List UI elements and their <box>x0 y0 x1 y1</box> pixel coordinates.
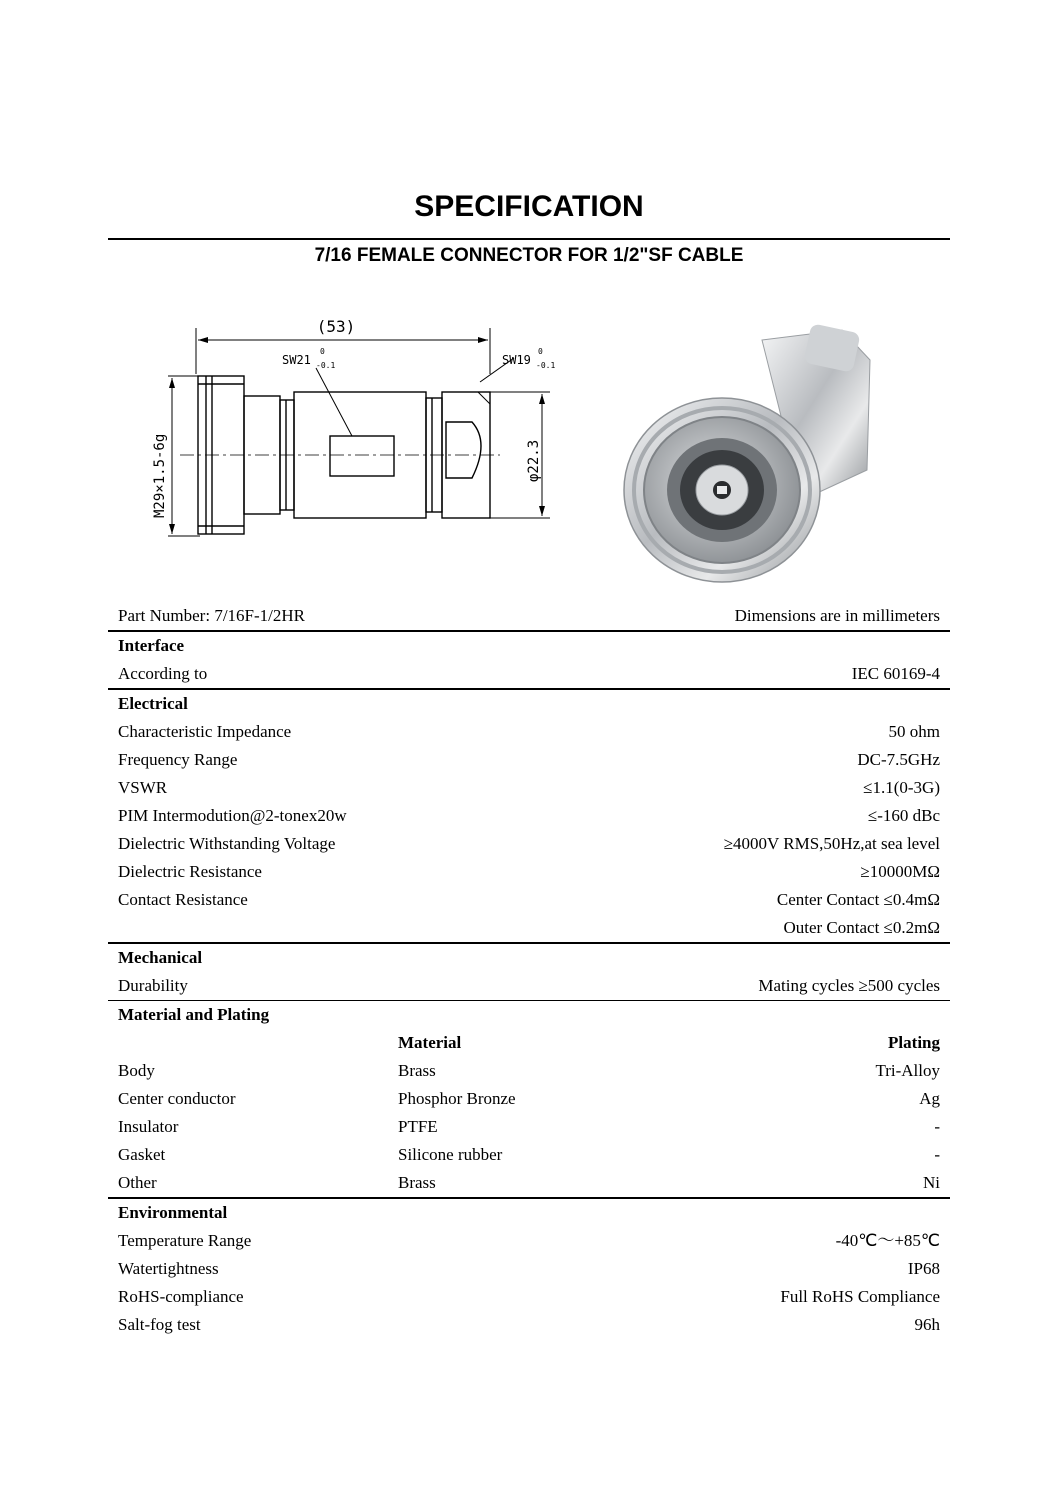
part-material: PTFE <box>398 1117 438 1136</box>
part-plating: - <box>934 1145 940 1164</box>
material-row <box>108 1113 950 1141</box>
sw21-tolerance-upper: 0 <box>320 347 325 356</box>
spec-value: ≥4000V RMS,50Hz,at sea level <box>723 834 940 853</box>
material-column-headers <box>108 1029 950 1057</box>
connector-dimension-drawing <box>140 312 570 552</box>
dimensions-note: Dimensions are in millimeters <box>734 606 940 625</box>
part-plating: Ni <box>923 1173 940 1192</box>
part-plating: Ag <box>919 1089 940 1108</box>
part-name: Other <box>118 1173 157 1192</box>
material-row <box>108 1141 950 1169</box>
material-row <box>108 1085 950 1113</box>
plating-column-header: Plating <box>888 1033 940 1052</box>
material-row <box>108 1057 950 1085</box>
spec-row <box>108 886 950 914</box>
sw19-tolerance-upper: 0 <box>538 347 543 356</box>
spec-value: IEC 60169-4 <box>851 664 940 683</box>
title-divider <box>108 238 950 240</box>
part-plating: Tri-Alloy <box>875 1061 940 1080</box>
material-row <box>108 1169 950 1197</box>
spec-label: Salt-fog test <box>118 1315 201 1334</box>
part-material: Phosphor Bronze <box>398 1089 516 1108</box>
spec-value: IP68 <box>907 1259 940 1278</box>
spec-row <box>108 746 950 774</box>
spec-row <box>108 660 950 688</box>
spec-label: Durability <box>118 976 188 995</box>
spec-row <box>108 858 950 886</box>
spec-value: 96h <box>914 1315 940 1334</box>
spec-value: Mating cycles ≥500 cycles <box>758 976 940 995</box>
sw19-label: SW19 <box>502 353 531 367</box>
part-name: Gasket <box>118 1145 166 1164</box>
part-plating: - <box>934 1117 940 1136</box>
material-header: Material and Plating <box>118 1005 270 1024</box>
spec-value: 50 ohm <box>888 722 940 741</box>
spec-value: -40℃～+85℃ <box>835 1231 940 1250</box>
spec-row <box>108 830 950 858</box>
spec-value: DC-7.5GHz <box>857 750 940 769</box>
spec-value: ≤-160 dBc <box>867 806 940 825</box>
spec-row <box>108 914 950 942</box>
spec-value: Center Contact ≤0.4mΩ <box>776 890 940 909</box>
spec-label: Dielectric Resistance <box>118 862 262 881</box>
diameter-dimension-label: φ22.3 <box>526 439 542 482</box>
spec-label: Contact Resistance <box>118 890 248 909</box>
spec-value: ≤1.1(0-3G) <box>863 778 940 797</box>
spec-label: RoHS-compliance <box>118 1287 244 1306</box>
spec-row <box>108 1283 950 1311</box>
interface-header: Interface <box>118 636 185 655</box>
spec-value: Outer Contact ≤0.2mΩ <box>783 918 940 937</box>
spec-label: According to <box>118 664 208 683</box>
spec-row <box>108 972 950 1000</box>
spec-label: Watertightness <box>118 1259 219 1278</box>
spec-value: ≥10000MΩ <box>860 862 940 881</box>
spec-row <box>108 718 950 746</box>
part-number-row <box>108 602 950 630</box>
thread-dimension-label: M29×1.5-6g <box>152 433 168 518</box>
spec-row <box>108 1255 950 1283</box>
spec-label: PIM Intermodution@2-tonex20w <box>118 806 347 825</box>
spec-label: Frequency Range <box>118 750 238 769</box>
part-material: Brass <box>398 1173 436 1192</box>
spec-row <box>108 1227 950 1255</box>
part-name: Center conductor <box>118 1089 236 1108</box>
part-material: Silicone rubber <box>398 1145 503 1164</box>
spec-label: Dielectric Withstanding Voltage <box>118 834 336 853</box>
spec-label: Temperature Range <box>118 1231 252 1250</box>
spec-row <box>108 774 950 802</box>
page-subtitle: 7/16 FEMALE CONNECTOR FOR 1/2"SF CABLE <box>314 245 744 266</box>
sw19-tolerance-lower: -0.1 <box>536 361 556 370</box>
spec-label: VSWR <box>118 778 168 797</box>
sw21-label: SW21 <box>282 353 311 367</box>
electrical-header: Electrical <box>118 694 188 713</box>
sw21-tolerance-lower: -0.1 <box>316 361 336 370</box>
material-column-header: Material <box>398 1033 462 1052</box>
part-name: Body <box>118 1061 155 1080</box>
spec-label: Characteristic Impedance <box>118 722 292 741</box>
spec-row <box>108 802 950 830</box>
part-name: Insulator <box>118 1117 179 1136</box>
environmental-header: Environmental <box>118 1203 228 1222</box>
part-material: Brass <box>398 1061 436 1080</box>
spec-row <box>108 1311 950 1339</box>
length-dimension-label: (53) <box>316 317 356 336</box>
specification-table <box>108 602 950 1339</box>
connector-product-photo <box>612 300 912 600</box>
mechanical-header: Mechanical <box>118 948 203 967</box>
spec-value: Full RoHS Compliance <box>780 1287 940 1306</box>
part-number: Part Number: 7/16F-1/2HR <box>118 606 305 625</box>
page-title: SPECIFICATION <box>414 190 644 223</box>
